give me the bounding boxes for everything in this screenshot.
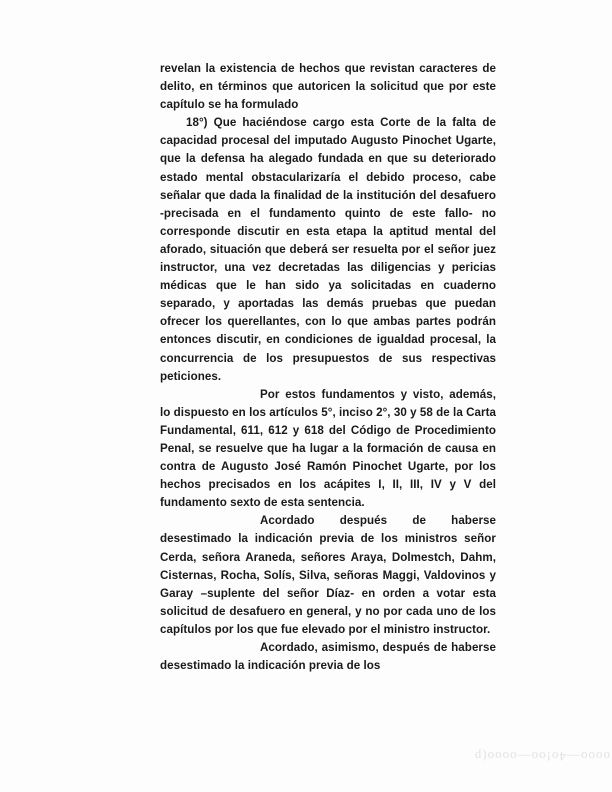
- bleed-through-text: oooo—4o!oo—oooo(p: [473, 749, 610, 764]
- paragraph-considerando-18: 18°) Que haciéndose cargo esta Corte de la falta de capacidad procesal del imputado Augusto Pinochet Ugarte, que la defensa ha alegado fundada en que su deteriorado estado mental obstacularizaría el debido proceso, cabe señalar que dada la finalidad de la institución del desafuero -precisada en el fundamento quinto de este fallo- no corresponde discutir en esta etapa la aptitud mental del aforado, situación que deberá ser resuelta por el señor juez instructor, una vez decretadas las diligencias y pericias médicas que le han sido ya solicitadas en cuaderno separado, y aportadas las demás pruebas que puedan ofrecer los querellantes, con lo que ambas partes podrán entonces discutir, en condiciones de igualdad procesal, la concurrencia de los presupuestos de sus respectivas peticiones.: [160, 116, 496, 383]
- paragraph-resolution: Por estos fundamentos y visto, además, lo dispuesto en los artículos 5°, inciso 2°, 30 y 58 de la Carta Fundamental, 611, 612 y 618 del Código de Procedimiento Penal, se resuelve que ha lugar a la formación de causa en contra de Augusto José Ramón Pinochet Ugarte, por los hechos precisados en los acápites I, II, III, IV y V del fundamento sexto de esta sentencia.: [160, 387, 496, 510]
- paragraph-continuation: revelan la existencia de hechos que revistan caracteres de delito, en términos que autoricen la solicitud que por este capítulo se ha formulado: [160, 62, 496, 112]
- paragraph-acordado-1: Acordado después de haberse desestimado la indicación previa de los ministros señor Cerda, señora Araneda, señores Araya, Dolmestch, Dahm, Cisternas, Rocha, Solís, Silva, señoras Maggi, Valdovinos y Garay –suplente del señor Díaz- en orden a votar esta solicitud de desafuero en general, y no por cada uno de los capítulos por los que fue elevado por el ministro instructor.: [160, 514, 496, 636]
- document-body: [160, 60, 496, 675]
- paragraph-acordado-2: Acordado, asimismo, después de haberse desestimado la indicación previa de los: [160, 641, 496, 673]
